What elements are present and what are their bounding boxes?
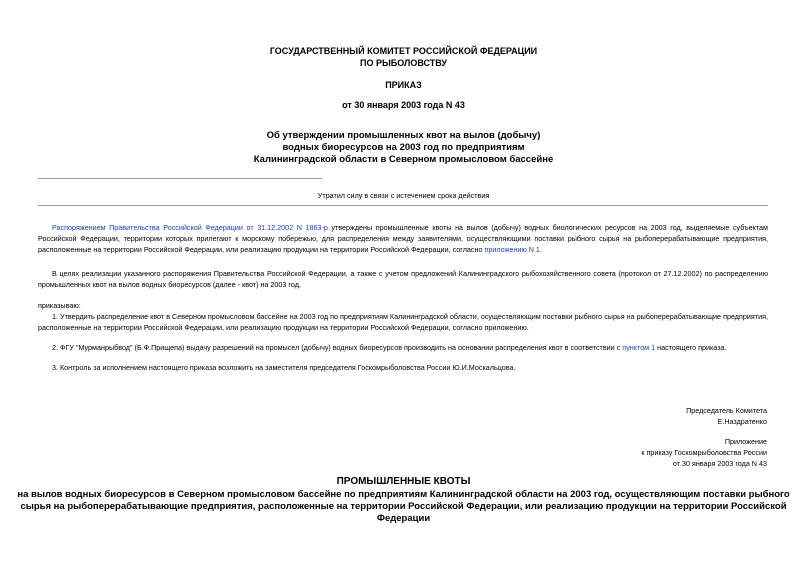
paragraph-1-end: . — [539, 245, 542, 254]
doc-date: от 30 января 2003 года N 43 — [342, 100, 465, 110]
annex-title: ПРОМЫШЛЕННЫЕ КВОТЫ — [336, 476, 471, 487]
doc-title-line-2: водных биоресурсов на 2003 год по предприятиям — [282, 142, 525, 153]
doc-type: ПРИКАЗ — [385, 80, 422, 90]
divider-top — [38, 178, 322, 179]
order-item-2-end: настоящего приказа. — [655, 343, 727, 352]
issuer-line-1: ГОСУДАРСТВЕННЫЙ КОМИТЕТ РОССИЙСКОЙ ФЕДЕРАЦИИ — [269, 46, 538, 56]
paragraph-1 — [38, 222, 768, 255]
order-item-1: 1. Утвердить распределение квот в Северном промысловом бассейне на 2003 год по предприятиям Калининградской области, осуществляющим поставки рыбного сырья на рыбоперерабатывающие предприятия, расположенные на территории Российской Федерации, или реализацию продукции на территории Российской Федерации, согласно приложению. — [38, 312, 768, 332]
annex-link[interactable]: приложению N 1 — [484, 245, 540, 254]
doc-title-line-1: Об утверждении промышленных квот на вылов (добычу) — [266, 130, 541, 141]
signature-position: Председатель Комитета — [686, 406, 767, 415]
item-1-link[interactable]: пунктом 1 — [622, 343, 656, 352]
annex-ref-line-3: от 30 января 2003 года N 43 — [672, 459, 767, 468]
order-item-3: 3. Контроль за исполнением настоящего приказа возложить на заместителя председателя Госкомрыболовства России Ю.И.Москальцова. — [52, 363, 516, 372]
doc-title-line-3: Калининградской области в Северном промысловом бассейне — [253, 154, 554, 165]
divider-bottom — [38, 205, 768, 206]
annex-subtitle-line-2: сырья на рыбоперерабатывающие предприятия, расположенные на территории Российской Федерации, или реализацию продукции на территории Российской — [20, 501, 787, 512]
status-note: Утратил силу в связи с истечением срока действия — [317, 191, 490, 200]
annex-subtitle-line-3: Федерации — [376, 513, 431, 524]
annex-ref-line-2: к приказу Госкомрыболовства России — [641, 448, 767, 457]
signature-name: Е.Наздратенко — [717, 417, 767, 426]
paragraph-1-text: утверждены промышленные квоты на вылов (добычу) водных биологических ресурсов на 2003 год, выделяемые субъектам Российской Федерации, территории которых прилегают к морскому побережью, для распределения между заявителями, осуществляющими поставки рыбного сырья на рыбоперерабатывающие предприятия, расположенные на территории Российской Федерации, или реализацию продукции на территории Российской Федерации, согласно — [38, 223, 768, 254]
issuer-line-2: ПО РЫБОЛОВСТВУ — [359, 58, 448, 68]
paragraph-order: приказываю: — [38, 301, 81, 310]
annex-subtitle-line-1: на вылов водных биоресурсов в Северном промысловом бассейне по предприятиям Калининградской области на 2003 год, осуществляющим поставки рыбного — [17, 489, 790, 500]
paragraph-2: В целях реализации указанного распоряжения Правительства Российской Федерации, а также с учетом предложений Калининградского рыбохозяйственного совета (протокол от 27.12.2002) по распределению промышленных квот на вылов водных биоресурсов (далее - квот) на 2003 год, — [38, 269, 768, 289]
order-item-2-text: 2. ФГУ "Мурманрыбвод" (Б.Ф.Прищепа) выдачу разрешений на промысел (добычу) водных биоресурсов производить на основании распределения квот в соответствии с — [52, 343, 623, 352]
decree-link[interactable]: Распоряжением Правительства Российской Федерации от 31.12.2002 N 1863-р — [52, 223, 328, 232]
order-item-2 — [38, 342, 768, 353]
annex-ref-line-1: Приложение — [724, 437, 767, 446]
